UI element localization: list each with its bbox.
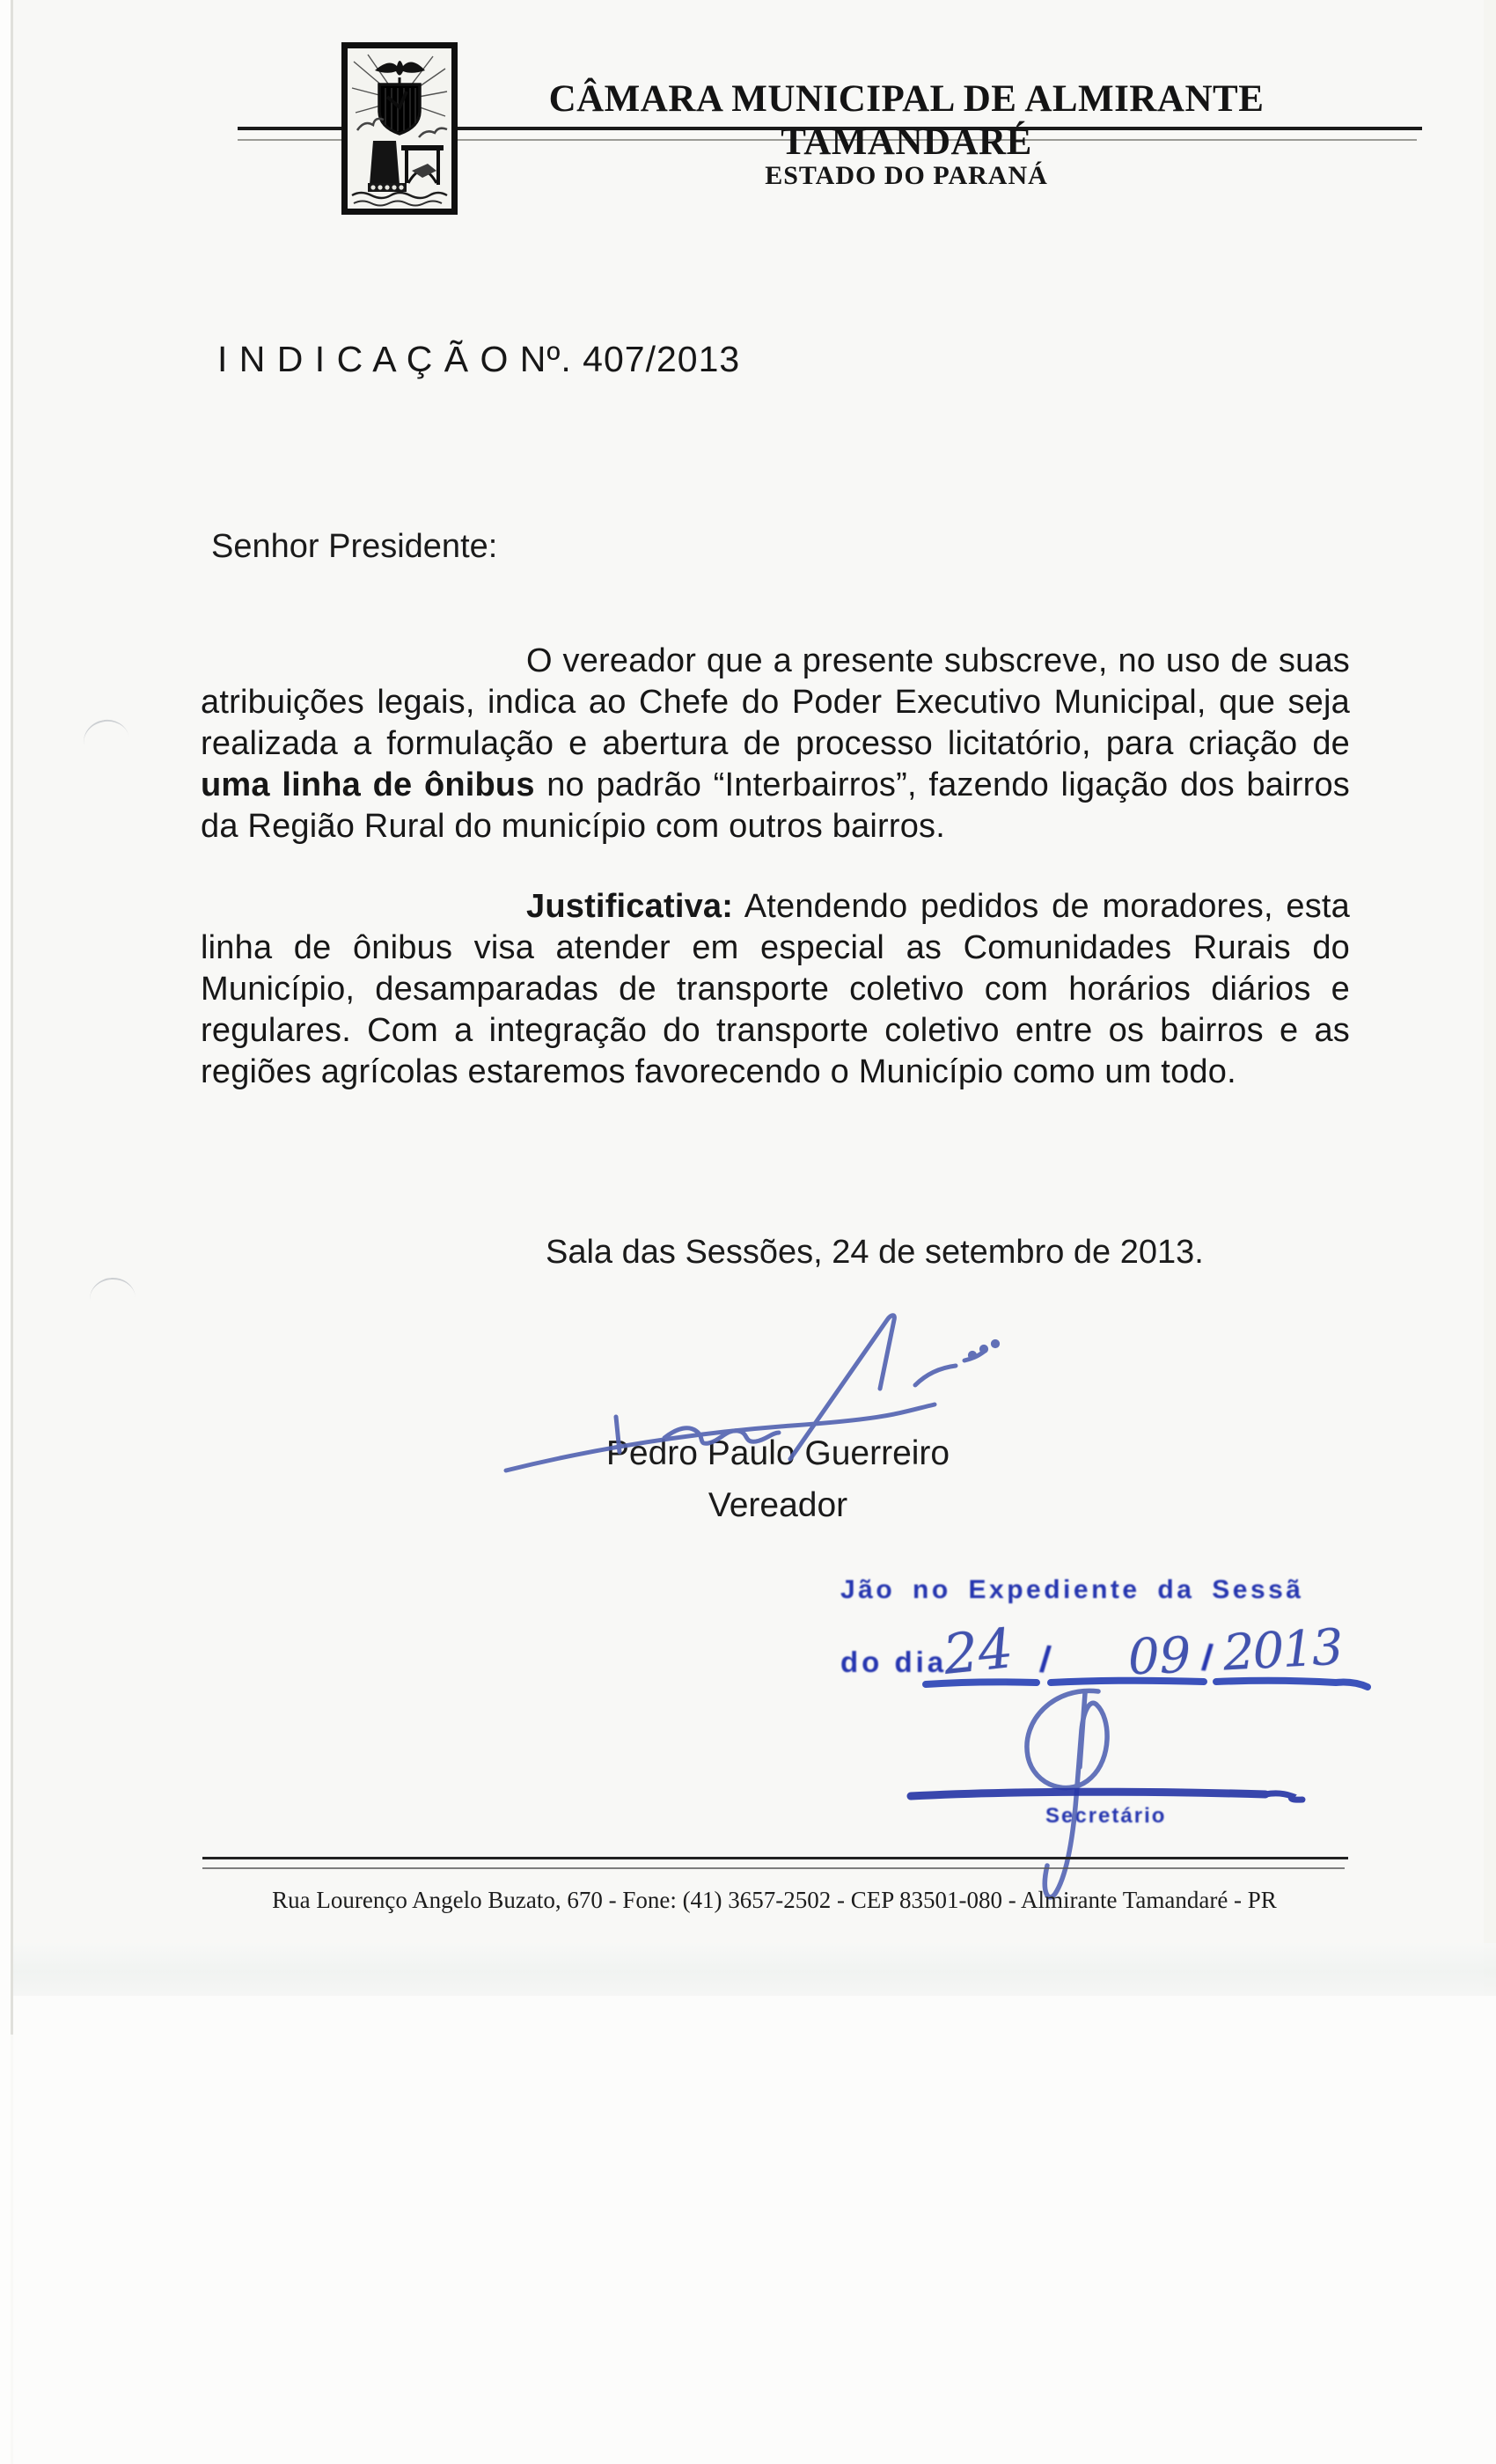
signer-name: Pedro Paulo Guerreiro xyxy=(605,1434,950,1472)
state-name: ESTADO DO PARANÁ xyxy=(765,161,1048,190)
stamp-secretary-label: Secretário xyxy=(1045,1804,1167,1828)
paragraph1-lead: O vereador que a presente subscreve, no uso de suas atribuições legais, indica ao Chefe do Poder Executivo Municipal, que seja realizada a formulação e abertura de processo licitatório, para criação de xyxy=(201,642,1350,762)
paragraph1-tail: no padrão “Interbairros”, fazendo ligação dos bairros da Região Rural do município com outros bairros. xyxy=(201,766,1350,845)
org-name: CÂMARA MUNICIPAL DE ALMIRANTE TAMANDARÉ xyxy=(548,78,1265,163)
scan-edge-left xyxy=(0,0,11,2464)
coat-of-arms-logo xyxy=(341,42,458,215)
handwritten-day: 24 xyxy=(940,1616,1016,1687)
handwritten-month: 09 xyxy=(1126,1626,1192,1687)
signer-role: Vereador xyxy=(708,1486,848,1524)
scan-artifact-arc xyxy=(88,1276,136,1322)
handwritten-year: 2013 xyxy=(1221,1618,1344,1683)
document-number-heading: I N D I C A Ç Ã O Nº. 407/2013 xyxy=(217,339,741,379)
paragraph2-tail: Atendendo pedidos de moradores, esta linha de ônibus visa atender em especial as Comunidades Rurais do Município, desamparadas de transporte coletivo com horários diários e regulares. Com a integração do transporte coletivo entre os bairros e as regiões agrícolas estaremos favorecendo o Município como um todo. xyxy=(201,888,1350,1090)
body-paragraph-2 xyxy=(201,886,1350,1093)
scan-clean-area xyxy=(13,1996,1496,2464)
paragraph2-bold: Justificativa: xyxy=(526,888,734,925)
stamp-date-label: do dia xyxy=(840,1646,948,1678)
receipt-stamp-line: Jão no Expediente da Sessã xyxy=(840,1575,1304,1604)
footer-rule-top xyxy=(202,1857,1348,1859)
paragraph1-bold: uma linha de ônibus xyxy=(201,766,535,803)
scan-seam-line xyxy=(11,0,13,2035)
session-dateline: Sala das Sessões, 24 de setembro de 2013. xyxy=(546,1234,1204,1271)
stamp-secretary-signature-ink xyxy=(1027,1690,1107,1896)
footer-rule-bottom xyxy=(202,1867,1345,1869)
scan-texture-band xyxy=(13,1943,1496,1996)
body-paragraph-1 xyxy=(201,641,1350,847)
salutation: Senhor Presidente: xyxy=(211,528,498,565)
stamp-date-slash: / xyxy=(1038,1638,1053,1681)
scan-artifact-arc xyxy=(80,715,134,766)
stamp-date-slash: / xyxy=(1199,1636,1215,1679)
footer-address: Rua Lourenço Angelo Buzato, 670 - Fone: (41) 3657-2502 - CEP 83501-080 - Almirante Tamandaré - PR xyxy=(272,1887,1277,1913)
stamp-rule-ink xyxy=(911,1792,1302,1800)
